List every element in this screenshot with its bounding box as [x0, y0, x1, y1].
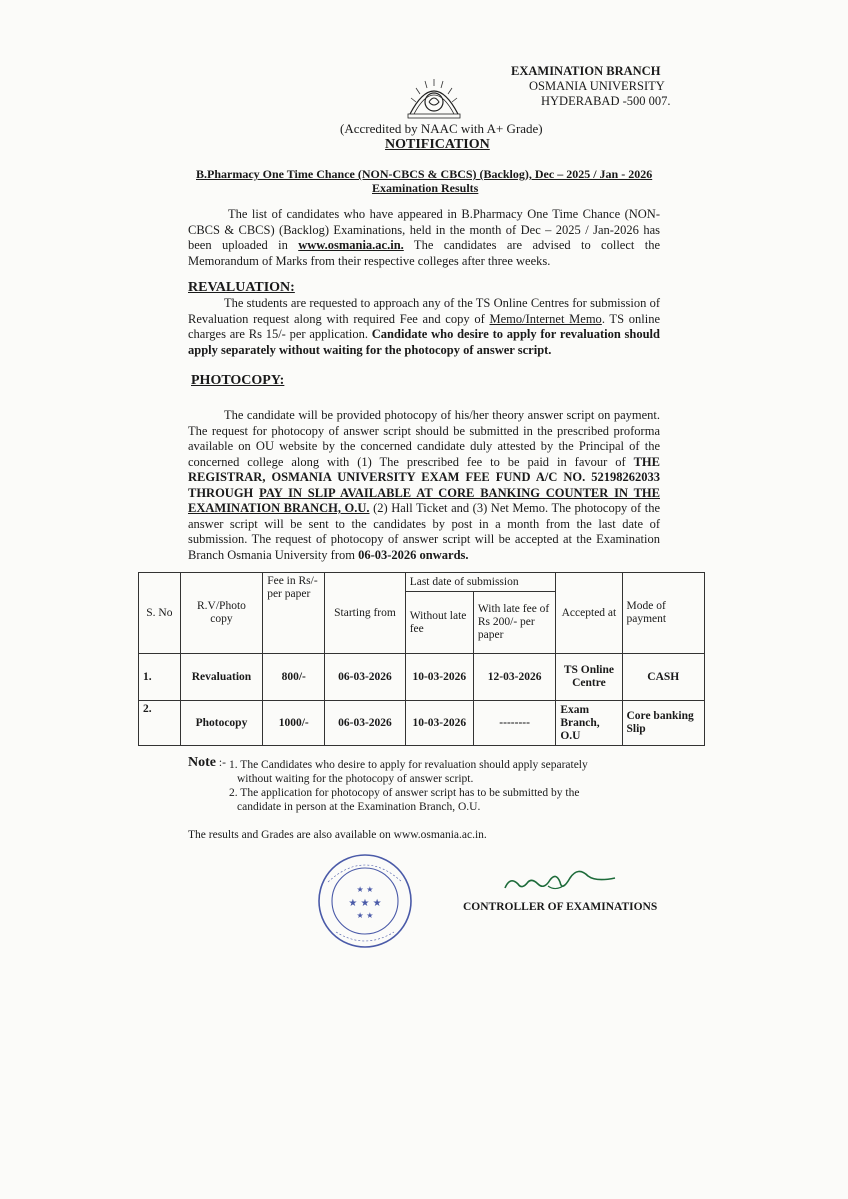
- header-mode: Mode of payment: [622, 573, 705, 654]
- table-header-row: [139, 573, 705, 592]
- website-link[interactable]: www.osmania.ac.in.: [298, 238, 404, 252]
- photocopy-heading: PHOTOCOPY:: [191, 373, 285, 388]
- revaluation-paragraph: The students are requested to approach any of the TS Online Centres for submission of Revaluation request along with required Fee and copy of Memo/Internet Memo. TS online charges are Rs 15/- per application. Candidate who desire to apply for revaluation should apply separately without waiting for the photocopy of answer script.: [188, 296, 660, 357]
- note-item-1: 1. The Candidates who desire to apply for revaluation should apply separately without waiting for the photocopy of answer script.: [229, 759, 588, 785]
- intro-paragraph: The list of candidates who have appeared in B.Pharmacy One Time Chance (NON-CBCS & CBCS) (Backlog) Examinations, held in the month of Dec – 2025 / Jan-2026 has been uploaded in www.osmania.ac.in. The candidates are advised to collect the Memorandum of Marks from their respective colleges after three weeks.: [188, 207, 661, 268]
- title-line-1: B.Pharmacy One Time Chance (NON-CBCS & CBCS) (Backlog), Dec – 2025 / Jan - 2026: [196, 167, 653, 181]
- photocopy-paragraph: The candidate will be provided photocopy of his/her theory answer script on payment. The request for photocopy of answer script should be submitted in the prescribed proforma available on OU website by the concerned candidate duly attested by the Principal of the concerned college along with (1) The prescribed fee to be paid in favour of THE REGISTRAR, OSMANIA UNIVERSITY EXAM FEE FUND A/C NO. 52198262033 THROUGH PAY IN SLIP AVAILABLE AT CORE BANKING COUNTER IN THE EXAMINATION BRANCH, O.U. (2) Hall Ticket and (3) Net Memo. The photocopy of the answer script will be sent to the candidates by post in a month from the last date of submission. The request of photocopy of answer script will be accepted at the Examination Branch Osmania University from 06-03-2026 onwards.: [188, 408, 660, 562]
- header-accepted: Accepted at: [556, 573, 622, 654]
- controller-title: CONTROLLER OF EXAMINATIONS: [463, 901, 658, 913]
- table-row: 2. Photocopy 1000/- 06-03-2026 10-03-2026 -------- Exam Branch, O.U Core banking Slip: [139, 701, 705, 746]
- svg-text:★ ★ ★: ★ ★ ★: [348, 898, 382, 909]
- note-item-2: 2. The application for photocopy of answer script has to be submitted by the candidate in person at the Examination Branch, O.U.: [229, 787, 580, 813]
- city-address: HYDERABAD -500 007.: [541, 94, 671, 108]
- svg-text:★ ★: ★ ★: [356, 911, 374, 920]
- notification-heading: NOTIFICATION: [385, 137, 490, 152]
- note-label: Note :-: [188, 755, 226, 770]
- header-with: With late fee of Rs 200/- per paper: [473, 592, 555, 654]
- title-line-2: Examination Results: [372, 181, 479, 195]
- header-start: Starting from: [325, 573, 405, 654]
- header-without: Without late fee: [405, 592, 473, 654]
- header-fee: Fee in Rs/-per paper: [263, 573, 325, 654]
- fee-schedule-table: [138, 572, 705, 746]
- accreditation: (Accredited by NAAC with A+ Grade): [340, 121, 543, 136]
- university-name: OSMANIA UNIVERSITY: [529, 79, 665, 93]
- svg-text:★ ★: ★ ★: [356, 885, 374, 894]
- university-emblem-icon: [402, 74, 466, 120]
- header-sno: S. No: [139, 573, 181, 654]
- office-seal-icon: [316, 852, 414, 950]
- header-rv: R.V/Photo copy: [180, 573, 262, 654]
- signature-icon: [500, 858, 620, 898]
- examination-branch: EXAMINATION BRANCH: [511, 64, 661, 78]
- revaluation-heading: REVALUATION:: [188, 280, 295, 295]
- table-row: 1. Revaluation 800/- 06-03-2026 10-03-2026 12-03-2026 TS Online Centre CASH: [139, 654, 705, 701]
- results-availability: The results and Grades are also available on www.osmania.ac.in.: [188, 829, 487, 841]
- header-last-date: Last date of submission: [405, 573, 556, 592]
